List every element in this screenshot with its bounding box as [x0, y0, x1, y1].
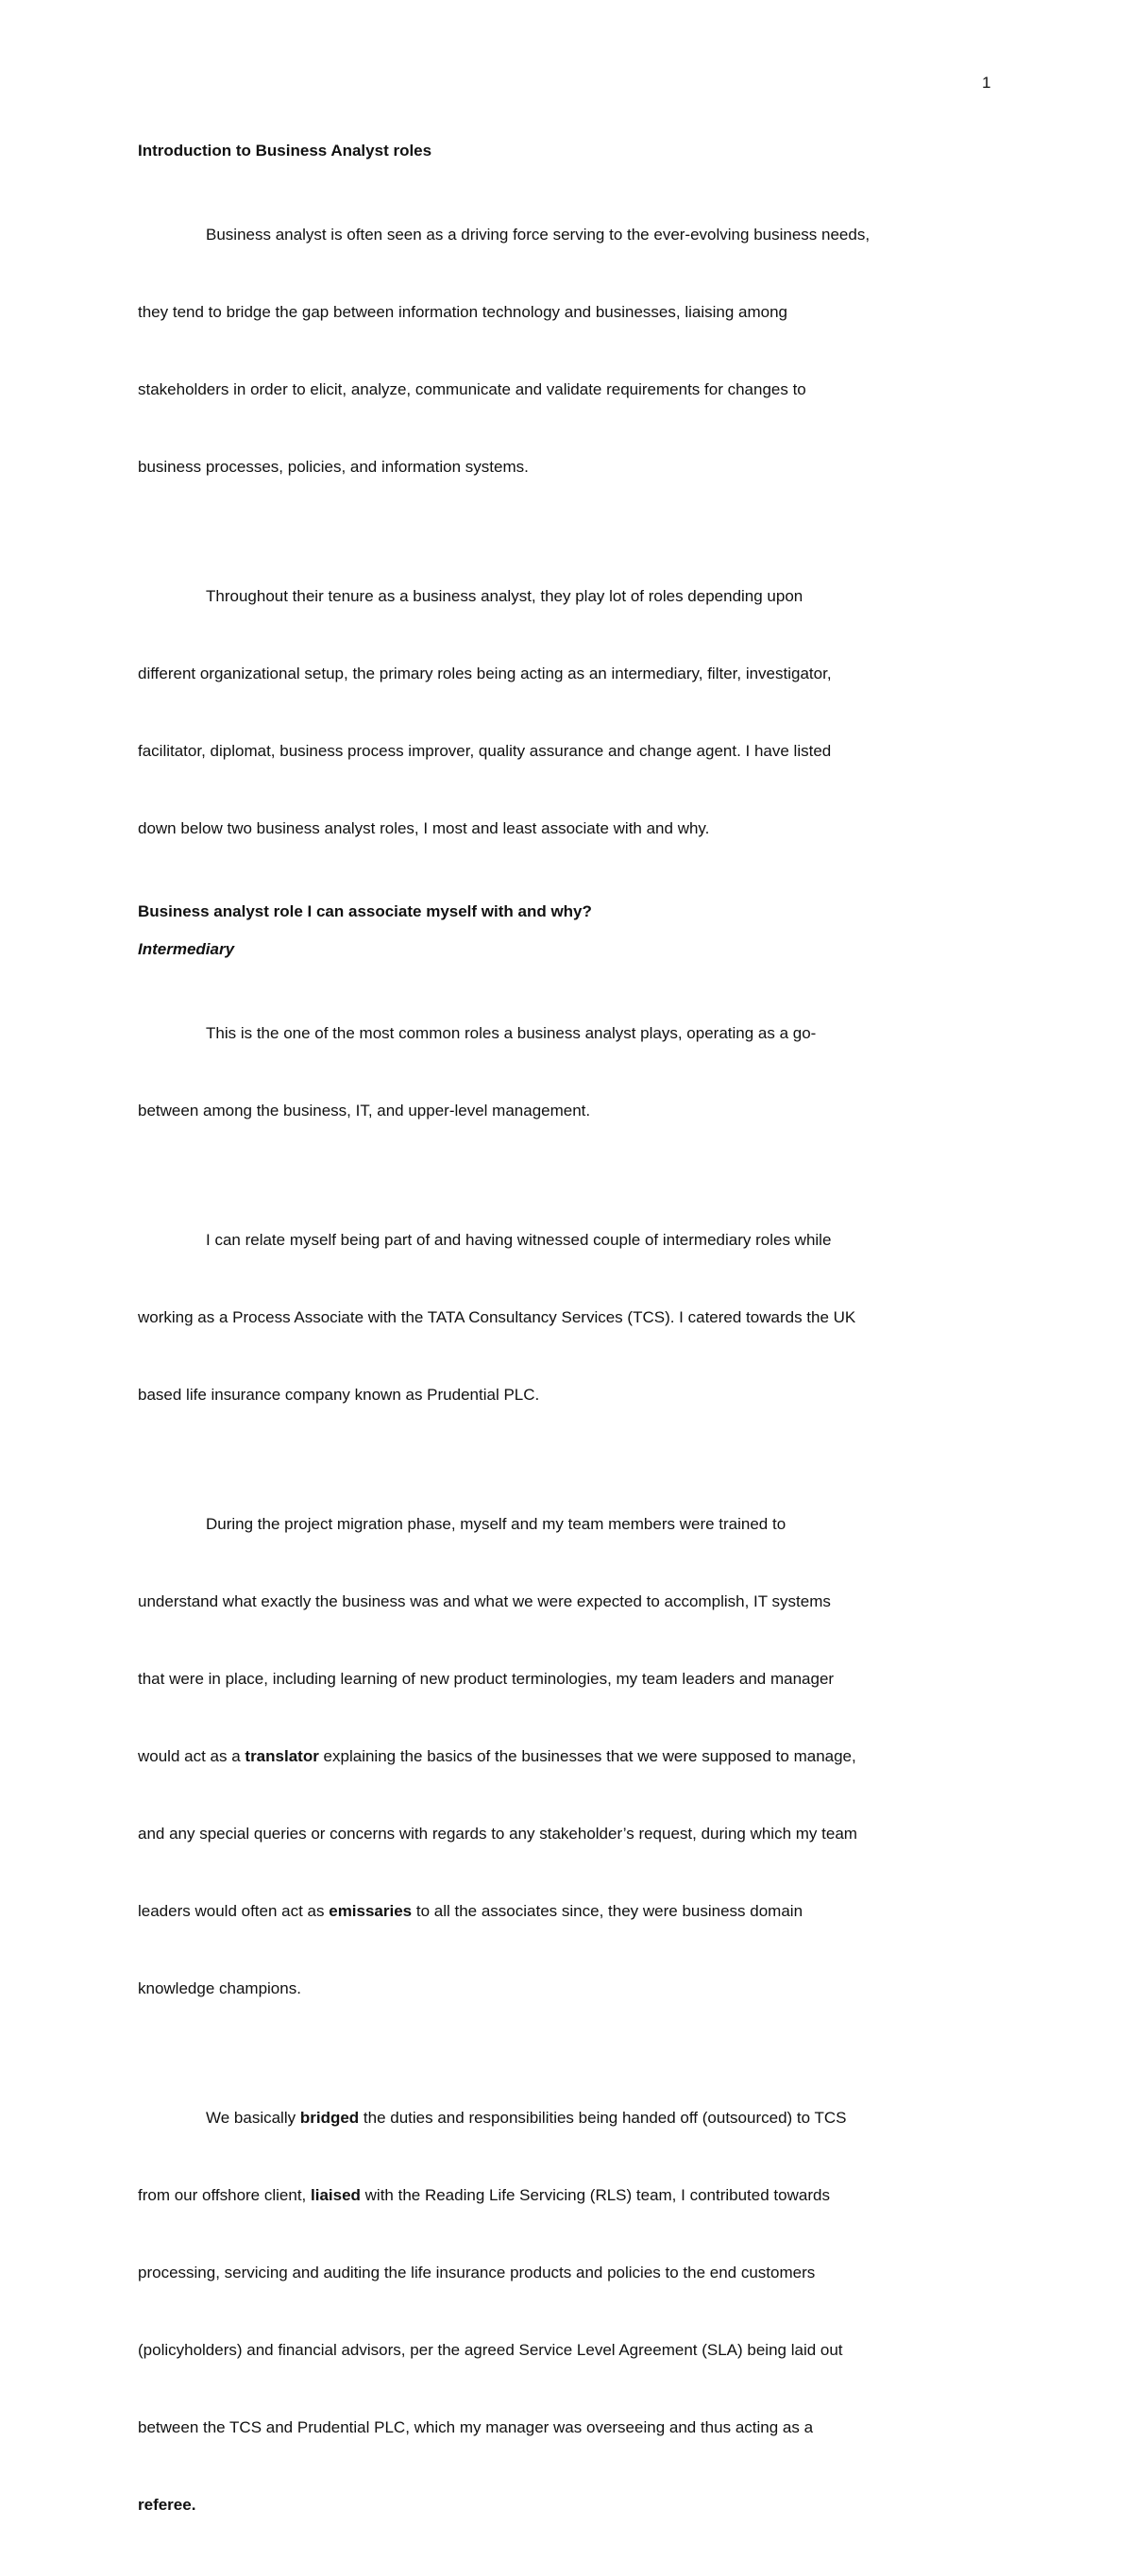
text-line — [138, 2485, 1006, 2524]
text-line: working as a Process Associate with the TATA Consultancy Services (TCS). I catered towards the UK — [138, 1308, 856, 1326]
text-line: they tend to bridge the gap between information technology and businesses, liaising among — [138, 303, 788, 321]
text-line: facilitator, diplomat, business process improver, quality assurance and change agent. I have listed — [138, 742, 832, 760]
text-line: different organizational setup, the primary roles being acting as an intermediary, filter, investigator, — [138, 665, 832, 682]
emphasis-translator: translator — [245, 1747, 319, 1765]
text-line — [138, 1892, 1006, 1930]
paragraph-migration-phase — [138, 1466, 1006, 2046]
paragraph-bridged-duties — [138, 2060, 1006, 2563]
paragraph-tcs-experience — [138, 1182, 1006, 1453]
text-line: knowledge champions. — [138, 1979, 301, 1997]
role-heading: Business analyst role I can associate myself with and why? — [138, 902, 592, 920]
text-line: During the project migration phase, myself and my team members were trained to — [206, 1515, 786, 1533]
text-line: down below two business analyst roles, I most and least associate with and why. — [138, 819, 710, 837]
emphasis-bridged: bridged — [299, 2109, 360, 2127]
text-line: This is the one of the most common roles a business analyst plays, operating as a go- — [206, 1024, 817, 1042]
text-line: I can relate myself being part of and having witnessed couple of intermediary roles while — [206, 1231, 832, 1249]
text-line: stakeholders in order to elicit, analyze, communicate and validate requirements for changes to — [138, 380, 806, 398]
text-run: the duties and responsibilities being handed off (outsourced) to TCS — [359, 2109, 847, 2127]
page-number: 1 — [982, 74, 991, 92]
paragraph-intermediary-definition — [138, 975, 1006, 1169]
text-run: explaining the basics of the businesses that we were supposed to manage, — [318, 1747, 856, 1765]
intro-heading: Introduction to Business Analyst roles — [138, 142, 432, 160]
document-body — [138, 139, 1006, 2576]
text-line: understand what exactly the business was and what we were expected to accomplish, IT systems — [138, 1592, 831, 1610]
text-line: Throughout their tenure as a business analyst, they play lot of roles depending upon — [206, 587, 803, 605]
text-line: (policyholders) and financial advisors, per the agreed Service Level Agreement (SLA) being laid out — [138, 2341, 843, 2359]
text-line: between among the business, IT, and upper-level management. — [138, 1102, 591, 1120]
paragraph-roles-overview — [138, 538, 1006, 886]
text-run: with the Reading Life Servicing (RLS) team, I contributed towards — [360, 2186, 830, 2204]
text-line: processing, servicing and auditing the life insurance products and policies to the end customers — [138, 2264, 816, 2281]
text-line: that were in place, including learning of new product terminologies, my team leaders and manager — [138, 1670, 835, 1688]
text-run: would act as a — [138, 1747, 245, 1765]
text-line: based life insurance company known as Prudential PLC. — [138, 1386, 540, 1404]
paragraph-intro — [138, 177, 1006, 525]
text-line: business processes, policies, and information systems. — [138, 458, 529, 476]
text-run: to all the associates since, they were business domain — [412, 1902, 803, 1920]
intermediary-heading: Intermediary — [138, 940, 235, 958]
text-line — [138, 2176, 1006, 2214]
emphasis-emissaries: emissaries — [329, 1902, 413, 1920]
emphasis-liaised: liaised — [311, 2186, 361, 2204]
text-line: and any special queries or concerns with regards to any stakeholder’s request, during which my team — [138, 1825, 857, 1843]
text-run: leaders would often act as — [138, 1902, 330, 1920]
text-run: from our offshore client, — [138, 2186, 311, 2204]
text-line — [138, 1737, 1006, 1776]
text-line — [138, 2098, 1006, 2137]
text-line: Business analyst is often seen as a driving force serving to the ever-evolving business needs, — [206, 226, 871, 244]
text-line: between the TCS and Prudential PLC, which my manager was overseeing and thus acting as a — [138, 2418, 814, 2436]
emphasis-referee: referee. — [138, 2496, 196, 2514]
text-run: We basically — [206, 2109, 300, 2127]
